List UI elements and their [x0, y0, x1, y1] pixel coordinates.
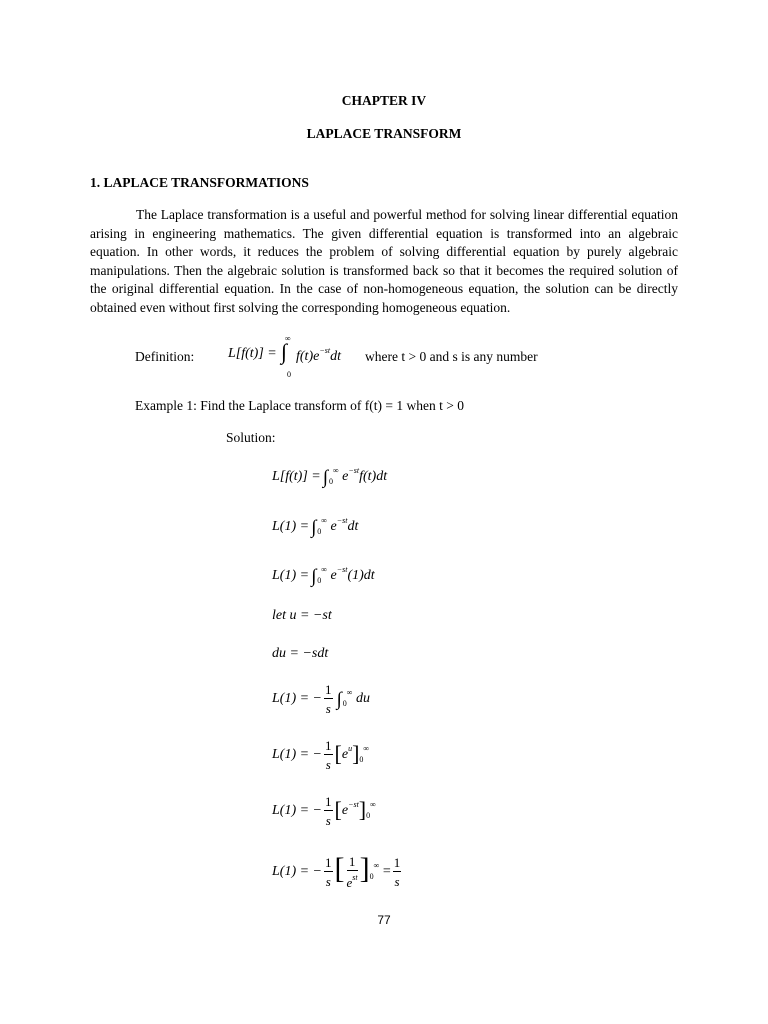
- exp-base: e: [330, 568, 337, 583]
- definition-lhs: L[f(t)] =: [228, 346, 277, 361]
- inner-denominator: [347, 871, 358, 889]
- step-9-lhs: L(1) = −: [272, 864, 323, 879]
- integrand-dt: dt: [330, 349, 341, 364]
- integrand-text: f(t)e: [296, 349, 320, 364]
- fraction: [324, 739, 333, 771]
- fraction: [324, 795, 333, 827]
- result-numerator: 1: [393, 854, 401, 870]
- step-1: [272, 466, 387, 489]
- fraction-denominator: s: [325, 813, 331, 828]
- page-number: 77: [377, 913, 391, 927]
- chapter-label: CHAPTER IV: [341, 93, 427, 108]
- result-denominator: s: [394, 873, 400, 889]
- step-7: [272, 739, 369, 771]
- step-2-rest: dt: [347, 519, 359, 534]
- integral-sign: ∫: [322, 467, 328, 488]
- lower-limit: 0: [359, 755, 364, 765]
- definition-formula: [228, 346, 277, 362]
- exp-base: e: [341, 803, 349, 819]
- exponent: −st: [348, 800, 359, 810]
- fraction-denominator: s: [325, 701, 331, 716]
- equals-sign: =: [382, 864, 391, 879]
- inner-fraction: [347, 855, 358, 889]
- left-bracket: [: [334, 741, 342, 767]
- integral-sign: ∫: [311, 517, 317, 538]
- step-5: du = −sdt: [272, 646, 329, 661]
- step-3-rest: (1)dt: [347, 568, 375, 583]
- exponent: −st: [348, 466, 360, 475]
- step-1-lhs: L[f(t)] =: [272, 469, 321, 484]
- fraction-numerator: 1: [325, 854, 332, 870]
- fraction-numerator: 1: [325, 794, 332, 809]
- step-8-lhs: L(1) = −: [272, 803, 323, 819]
- definition-label: Definition:: [135, 349, 195, 364]
- lower-limit: 0: [328, 477, 333, 486]
- result-fraction: [393, 856, 402, 888]
- lower-limit: 0: [317, 576, 322, 585]
- fraction-numerator: 1: [325, 682, 332, 697]
- step-6-rest: du: [355, 691, 370, 707]
- integral-sign: ∫: [336, 689, 342, 711]
- lower-limit: 0: [366, 811, 371, 821]
- fraction-numerator: 1: [325, 738, 332, 753]
- upper-limit: ∞: [373, 861, 380, 870]
- exp-base: e: [342, 469, 349, 484]
- definition-upper-limit: ∞: [285, 334, 291, 343]
- chapter-title: LAPLACE TRANSFORM: [306, 126, 462, 141]
- step-9: [272, 852, 403, 889]
- step-3: [272, 565, 375, 588]
- upper-limit: ∞: [363, 744, 370, 754]
- integrand-exponent: −st: [319, 346, 331, 355]
- step-2: [272, 516, 358, 539]
- example-title: Example 1: Find the Laplace transform of f(t) = 1 when t > 0: [135, 398, 465, 413]
- fraction: [324, 856, 333, 888]
- lower-limit: 0: [317, 527, 322, 536]
- definition-integrand: [296, 346, 341, 365]
- step-4: let u = −st: [272, 608, 332, 623]
- intro-paragraph: The Laplace transformation is a useful and powerful method for solving linear differential equation arising in engineering mathematics. The given differential equation is transformed into an algebraic equation. In other words, it reduces the problem of solving differential equation by purely algebraic manipulations. Then the algebraic solution is transformed back so that it becomes the required solution of the original differential equation. In the case of non-homogeneous equation, the solution can be directly obtained even without first solving the corresponding homogeneous equation.: [90, 207, 678, 315]
- step-8: [272, 795, 376, 827]
- lower-limit: 0: [369, 872, 374, 881]
- definition-integral-sign: ∫: [281, 339, 288, 364]
- inner-den-base: e: [346, 874, 353, 890]
- step-1-rest: f(t)dt: [359, 469, 388, 484]
- section-heading: 1. LAPLACE TRANSFORMATIONS: [90, 175, 309, 190]
- left-bracket: [: [334, 852, 345, 885]
- upper-limit: ∞: [321, 516, 327, 525]
- fraction-denominator: s: [325, 873, 331, 889]
- integral-sign: ∫: [311, 566, 317, 587]
- upper-limit: ∞: [370, 800, 376, 810]
- solution-label: Solution:: [226, 430, 276, 445]
- right-bracket: ]: [352, 741, 360, 767]
- lower-limit: 0: [342, 699, 347, 709]
- upper-limit: ∞: [321, 565, 327, 574]
- inner-den-exponent: st: [352, 872, 358, 882]
- exponent: u: [348, 744, 353, 754]
- definition-lower-limit: 0: [287, 370, 291, 379]
- exponent: −st: [336, 565, 348, 574]
- inner-numerator: 1: [347, 855, 358, 871]
- definition-condition: where t > 0 and s is any number: [365, 349, 538, 364]
- exp-base: e: [330, 519, 337, 534]
- exp-base: e: [341, 747, 349, 763]
- left-bracket: [: [334, 797, 342, 823]
- step-7-lhs: L(1) = −: [272, 747, 323, 763]
- step-6: [272, 683, 370, 715]
- fraction: [324, 683, 333, 715]
- exponent: −st: [336, 516, 348, 525]
- step-6-lhs: L(1) = −: [272, 691, 323, 707]
- right-bracket: ]: [358, 797, 367, 823]
- upper-limit: ∞: [332, 466, 339, 475]
- upper-limit: ∞: [346, 688, 353, 698]
- step-2-lhs: L(1) =: [272, 519, 310, 534]
- fraction-denominator: s: [325, 757, 331, 772]
- right-bracket: ]: [359, 852, 370, 885]
- step-3-lhs: L(1) =: [272, 568, 310, 583]
